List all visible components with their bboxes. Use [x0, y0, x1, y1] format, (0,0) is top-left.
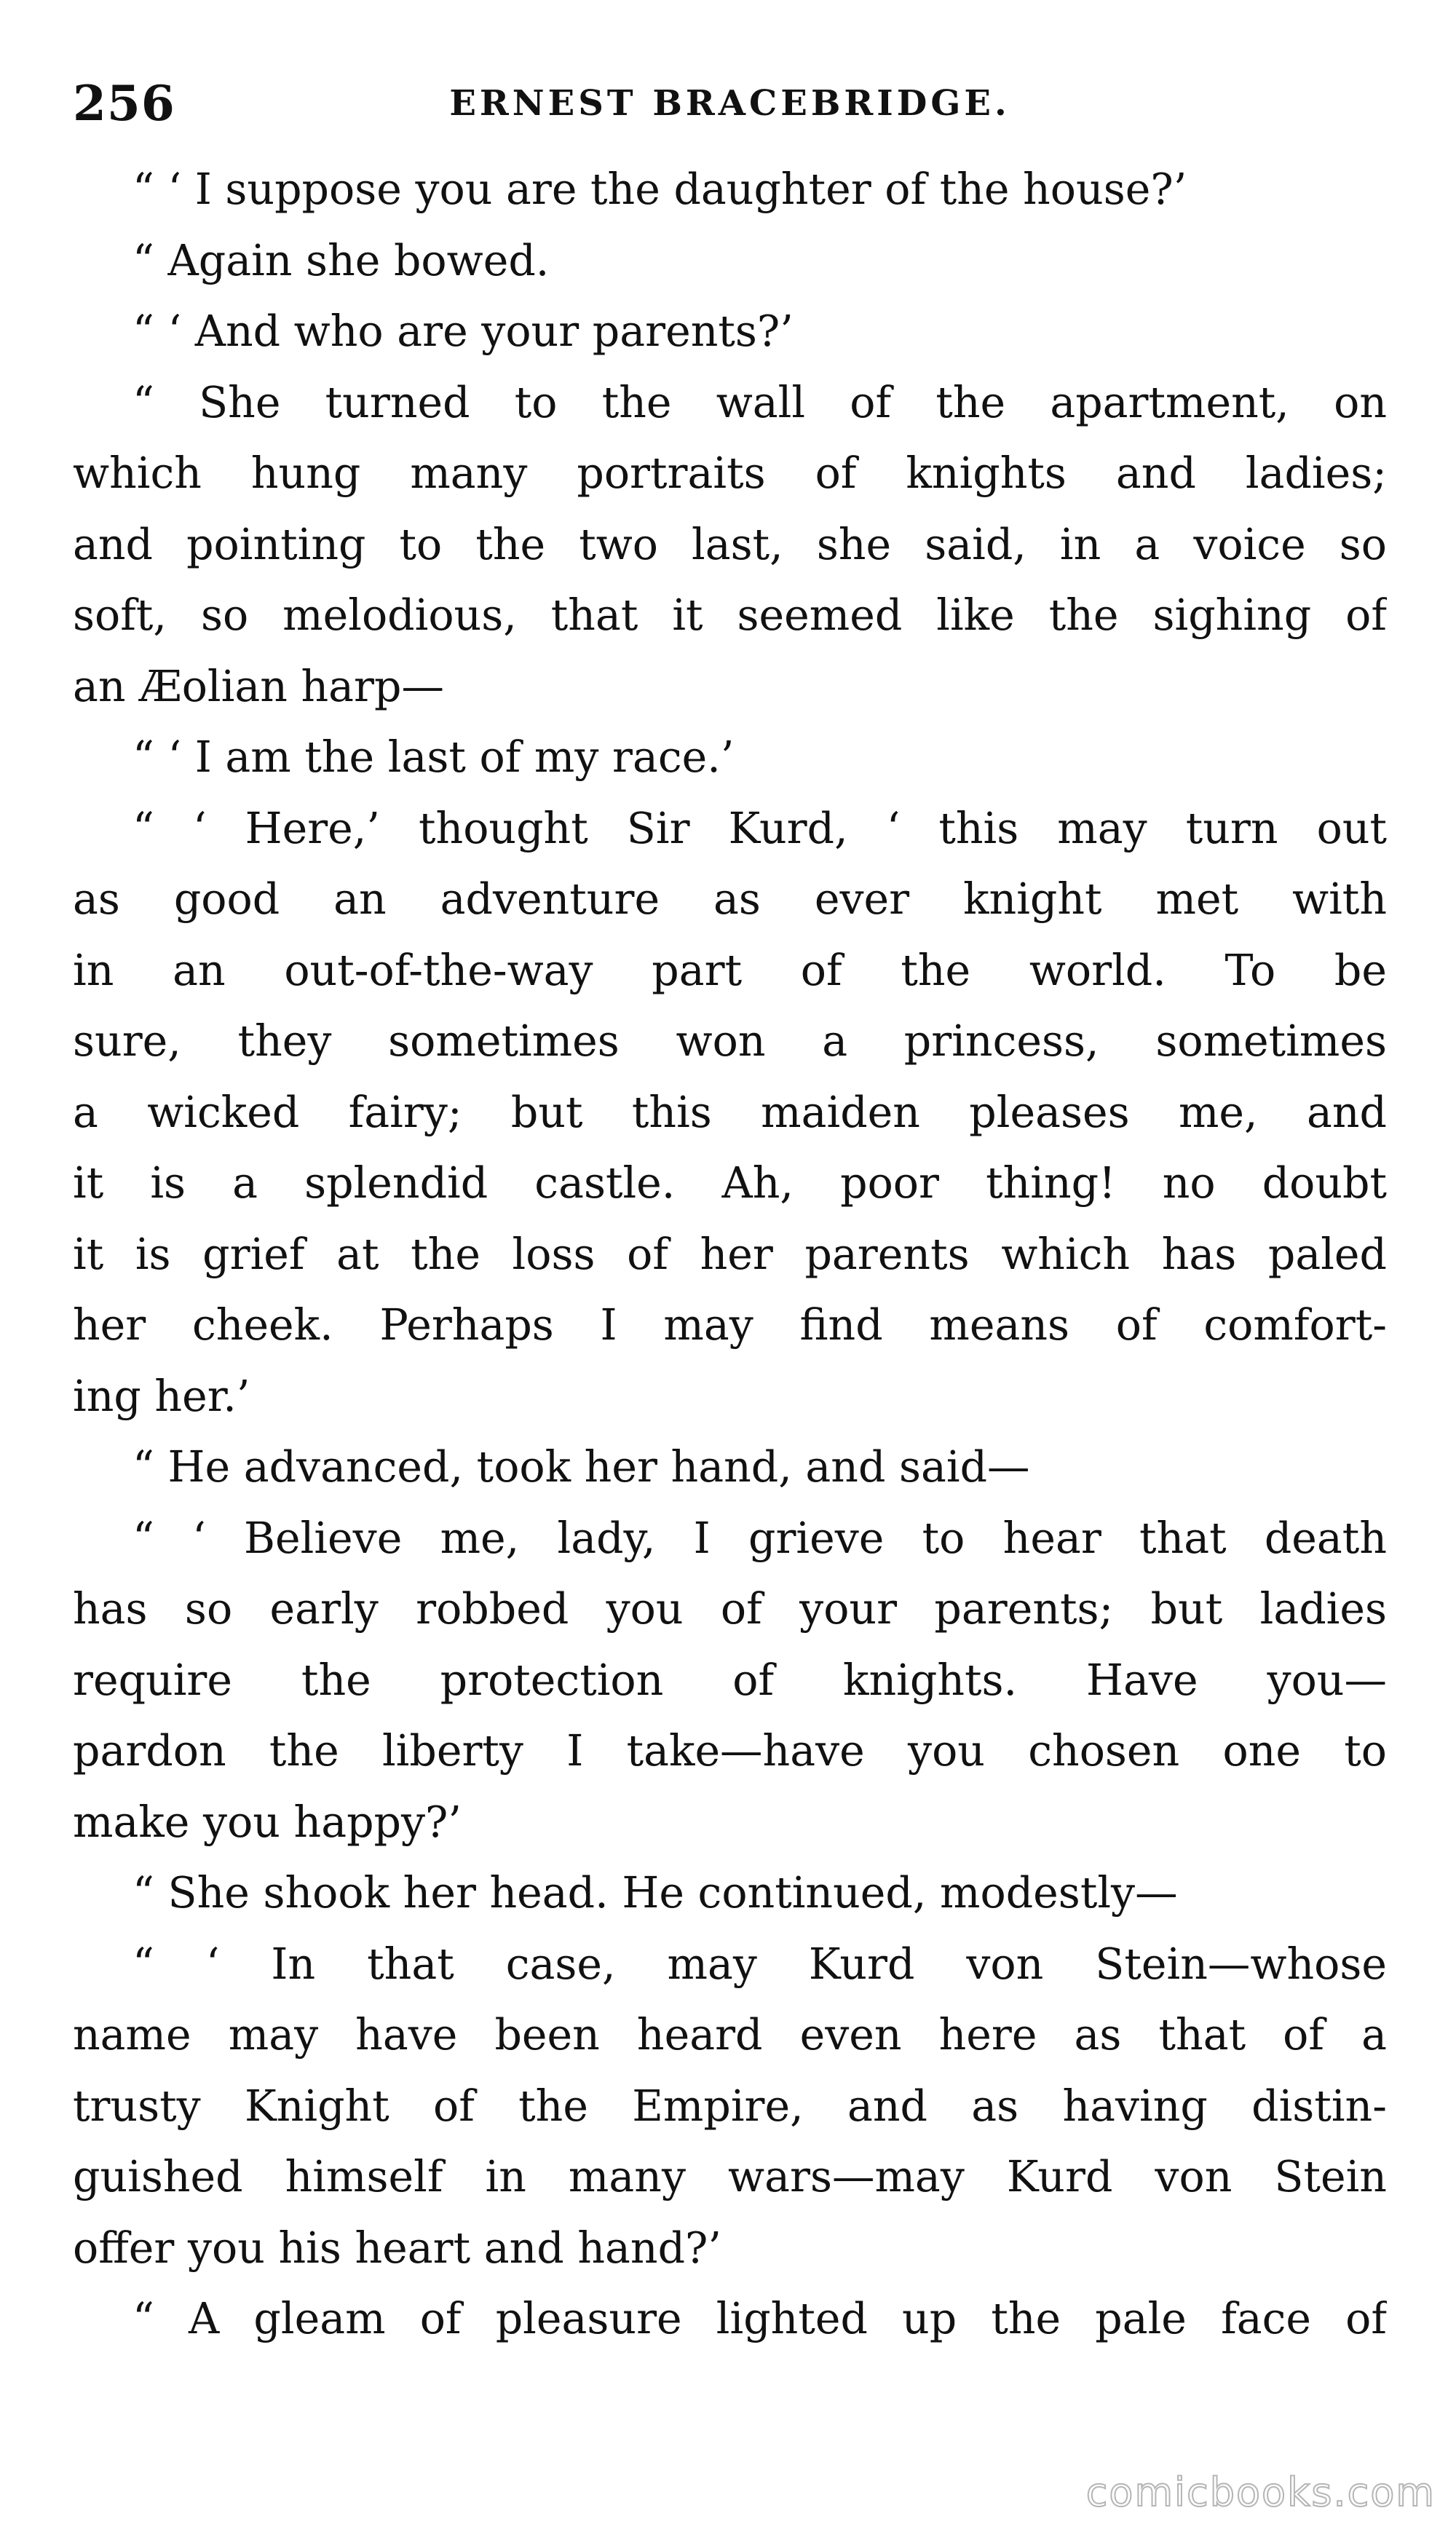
text-line: make you happy?’	[73, 1797, 462, 1847]
text-line: “ Again she bowed.	[132, 235, 550, 285]
text-line: name may have been heard even here as that of a	[73, 2010, 1387, 2060]
page-number: 256	[73, 75, 175, 132]
text-line: soft, so melodious, that it seemed like the sighing of	[73, 590, 1387, 640]
text-line: which hung many portraits of knights and ladies;	[73, 448, 1387, 498]
text-line: “ ‘ And who are your parents?’	[132, 306, 794, 356]
page-header	[73, 70, 1387, 137]
text-line: “ ‘ In that case, may Kurd von Stein—whose	[132, 1939, 1387, 1989]
text-line: pardon the liberty I take—have you chosen one to	[73, 1726, 1387, 1776]
text-line: an Æolian harp—	[73, 661, 444, 711]
text-line: as good an adventure as ever knight met with	[73, 874, 1387, 924]
running-title: ERNEST BRACEBRIDGE.	[449, 83, 1010, 124]
text-line: “ ‘ I suppose you are the daughter of the house?’	[132, 165, 1187, 214]
text-line: “ ‘ Believe me, lady, I grieve to hear that death	[132, 1513, 1387, 1563]
text-line: “ ‘ I am the last of my race.’	[132, 732, 735, 782]
text-line: sure, they sometimes won a princess, sometimes	[73, 1016, 1387, 1066]
text-line: has so early robbed you of your parents; but ladies	[73, 1584, 1387, 1634]
text-line: offer you his heart and hand?’	[73, 2223, 721, 2273]
text-line: “ She turned to the wall of the apartment, on	[132, 377, 1387, 427]
text-line: it is grief at the loss of her parents which has paled	[73, 1229, 1387, 1279]
text-line: trusty Knight of the Empire, and as having distin-	[73, 2081, 1387, 2131]
text-line: “ He advanced, took her hand, and said—	[132, 1442, 1030, 1492]
text-line: ing her.’	[73, 1371, 250, 1421]
text-line: her cheek. Perhaps I may find means of comfort-	[73, 1300, 1387, 1350]
text-line: in an out-of-the-way part of the world. To be	[73, 945, 1387, 995]
text-line: a wicked fairy; but this maiden pleases me, and	[73, 1087, 1387, 1137]
text-line: and pointing to the two last, she said, in a voice so	[73, 519, 1387, 569]
text-line: “ A gleam of pleasure lighted up the pale face of	[132, 2294, 1387, 2343]
text-line: “ She shook her head. He continued, modestly—	[132, 1868, 1178, 1918]
body-text	[73, 154, 1387, 2355]
text-line: require the protection of knights. Have you—	[73, 1655, 1387, 1705]
text-line: it is a splendid castle. Ah, poor thing! no doubt	[73, 1158, 1387, 1208]
text-line: “ ‘ Here,’ thought Sir Kurd, ‘ this may turn out	[132, 803, 1387, 853]
watermark: comicbooks.com	[1085, 2469, 1436, 2515]
text-line: guished himself in many wars—may Kurd von Stein	[73, 2152, 1387, 2201]
